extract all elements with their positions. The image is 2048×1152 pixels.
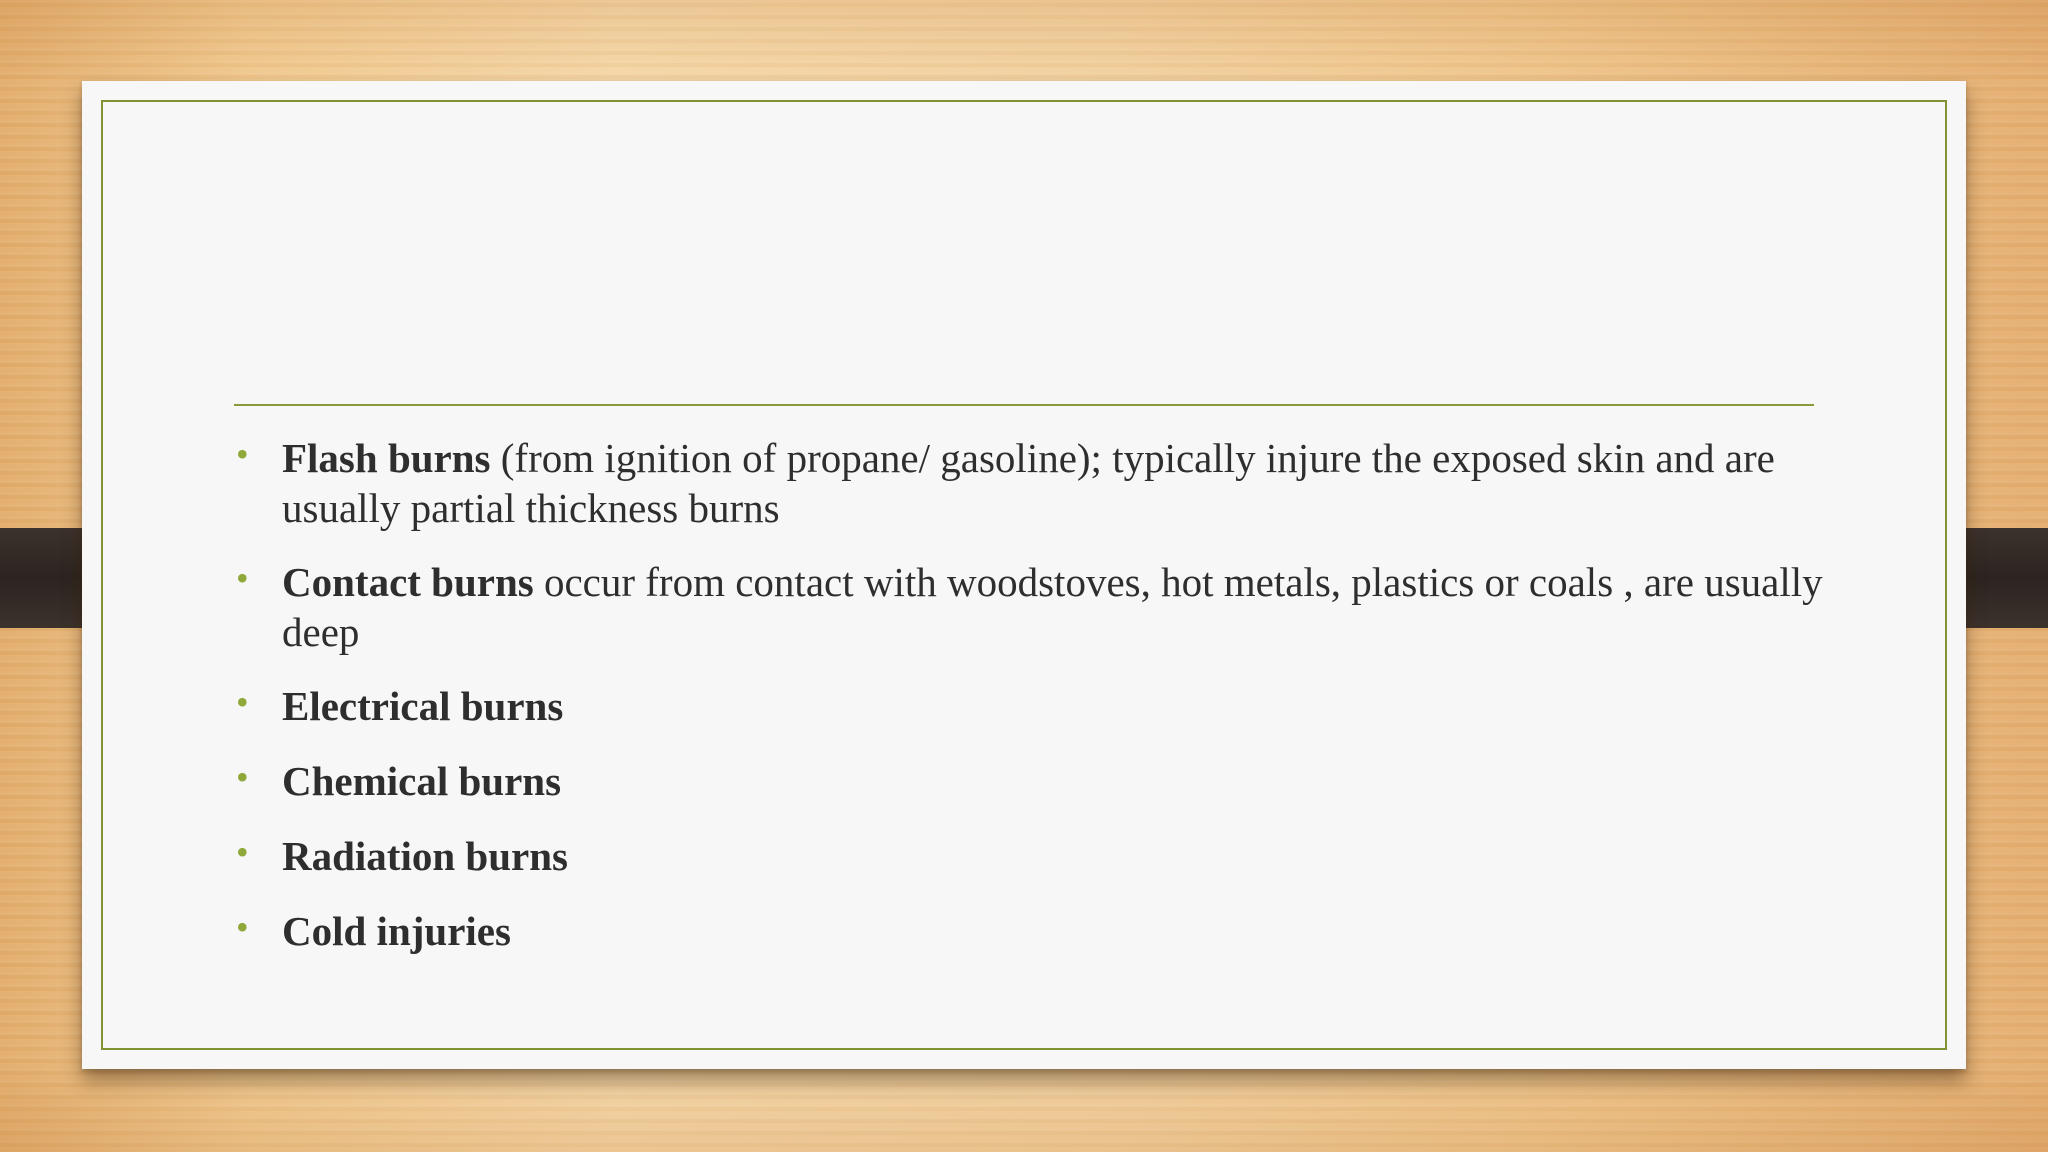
bullet-list [234, 433, 1834, 981]
bullet-dot-icon: • [236, 832, 249, 872]
bullet-term: Chemical burns [282, 758, 562, 804]
bullet-term: Flash burns [282, 435, 491, 481]
slide-card [82, 81, 1966, 1069]
bullet-term: Contact burns [282, 559, 534, 605]
bullet-item-contact-burns [234, 557, 1834, 657]
bullet-item-chemical-burns [234, 756, 1834, 806]
wood-background-bottom [0, 1062, 2048, 1152]
bullet-dot-icon: • [236, 757, 249, 797]
bullet-dot-icon: • [236, 434, 249, 474]
wood-background-top [0, 0, 2048, 80]
bullet-dot-icon: • [236, 682, 249, 722]
bullet-dot-icon: • [236, 907, 249, 947]
bullet-item-flash-burns [234, 433, 1834, 533]
bullet-text: occur from contact with woodstoves, hot metals, plastics or coals , are usually deep [282, 559, 1823, 655]
bullet-item-cold-injuries [234, 906, 1834, 956]
bullet-term: Electrical burns [282, 683, 564, 729]
bullet-term: Cold injuries [282, 908, 511, 954]
bullet-text: (from ignition of propane/ gasoline); typically injure the exposed skin and are usually partial thickness burns [282, 435, 1775, 531]
title-divider-line [234, 404, 1814, 406]
bullet-term: Radiation burns [282, 833, 568, 879]
bullet-dot-icon: • [236, 558, 249, 598]
bullet-item-radiation-burns [234, 831, 1834, 881]
bullet-item-electrical-burns [234, 681, 1834, 731]
